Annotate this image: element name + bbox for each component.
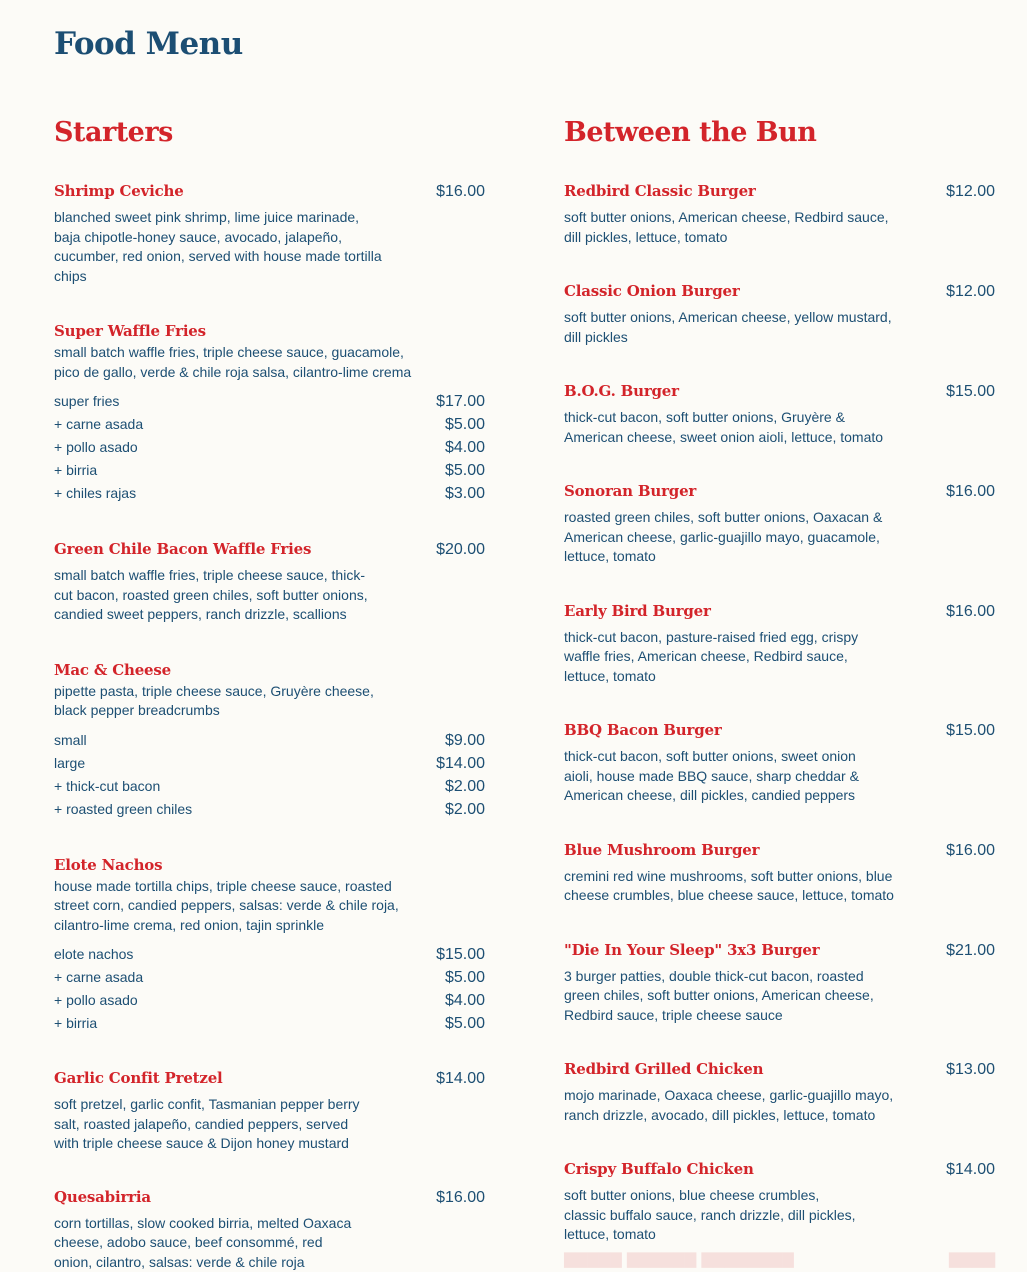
menu-item-super-waffle-fries: [54, 321, 485, 505]
menu-item-garlic-confit-pretzel: [54, 1068, 485, 1154]
item-description: thick-cut bacon, pasture-raised fried egg, crispy waffle fries, American cheese, Redbird sauce, lettuce, tomato: [564, 628, 894, 687]
menu-item-redbird-classic-burger: [564, 181, 995, 247]
option-label: + pollo asado: [54, 989, 138, 1012]
option-row: [54, 413, 485, 436]
option-row: [54, 729, 485, 752]
option-row: [54, 482, 485, 505]
item-price: $15.00: [946, 382, 995, 402]
option-price: $4.00: [445, 436, 485, 459]
menu-item-shrimp-ceviche: [54, 181, 485, 286]
item-name: Crispy Buffalo Chicken: [564, 1159, 754, 1179]
menu-item-mac-and-cheese: [54, 660, 485, 821]
item-name: BBQ Bacon Burger: [564, 720, 722, 740]
section-title-starters: Starters: [54, 116, 485, 150]
item-description: soft pretzel, garlic confit, Tasmanian pepper berry salt, roasted jalapeño, candied peppers, served with triple cheese sauce & Dijon honey mustard: [54, 1095, 374, 1154]
item-name: Super Waffle Fries: [54, 321, 206, 341]
item-description: house made tortilla chips, triple cheese sauce, roasted street corn, candied peppers, salsas: verde & chile roja, cilantro-lime crema, red onion, tajin sprinkle: [54, 877, 422, 936]
section-title-between-the-bun: Between the Bun: [564, 116, 995, 150]
item-options: [54, 943, 485, 1035]
option-label: + thick-cut bacon: [54, 775, 160, 798]
cutoff-price-placeholder: ▇▇▇▇: [949, 1250, 995, 1262]
option-row: [54, 775, 485, 798]
menu-item-redbird-grilled-chicken: [564, 1059, 995, 1125]
menu-item-green-chile-bacon-waffle-fries: [54, 539, 485, 625]
item-options: [54, 390, 485, 505]
item-description: soft butter onions, American cheese, yellow mustard, dill pickles: [564, 308, 899, 347]
item-description: cremini red wine mushrooms, soft butter onions, blue cheese crumbles, blue cheese sauce, lettuce, tomato: [564, 867, 899, 906]
item-description: soft butter onions, blue cheese crumbles, classic buffalo sauce, ranch drizzle, dill pickles, lettuce, tomato: [564, 1186, 864, 1245]
item-description: blanched sweet pink shrimp, lime juice marinade, baja chipotle-honey sauce, avocado, jalapeño, cucumber, red onion, served with house made tortilla chips: [54, 208, 389, 286]
option-price: $5.00: [445, 966, 485, 989]
page-title: Food Menu: [54, 26, 243, 62]
item-description: thick-cut bacon, soft butter onions, sweet onion aioli, house made BBQ sauce, sharp cheddar & American cheese, dill pickles, candied peppers: [564, 747, 864, 806]
item-price: $15.00: [946, 721, 995, 741]
item-options: [54, 729, 485, 821]
option-row: [54, 459, 485, 482]
option-row: [54, 966, 485, 989]
item-name: Sonoran Burger: [564, 481, 696, 501]
option-price: $3.00: [445, 482, 485, 505]
item-price: $16.00: [436, 1188, 485, 1208]
option-row: [54, 752, 485, 775]
item-price: $16.00: [946, 841, 995, 861]
item-description: soft butter onions, American cheese, Redbird sauce, dill pickles, lettuce, tomato: [564, 208, 899, 247]
item-name: Green Chile Bacon Waffle Fries: [54, 539, 311, 559]
item-name: B.O.G. Burger: [564, 381, 679, 401]
item-name: Shrimp Ceviche: [54, 181, 184, 201]
option-label: small: [54, 729, 87, 752]
item-price: $14.00: [436, 1069, 485, 1089]
item-description: pipette pasta, triple cheese sauce, Gruyère cheese, black pepper breadcrumbs: [54, 682, 409, 721]
menu-item-bog-burger: [564, 381, 995, 447]
option-price: $2.00: [445, 798, 485, 821]
item-price: $16.00: [436, 182, 485, 202]
option-label: large: [54, 752, 85, 775]
item-description: roasted green chiles, soft butter onions, Oaxacan & American cheese, garlic-guajillo mayo, guacamole, lettuce, tomato: [564, 508, 884, 567]
option-price: $5.00: [445, 459, 485, 482]
item-price: $13.00: [946, 1060, 995, 1080]
option-price: $4.00: [445, 989, 485, 1012]
option-row: [54, 943, 485, 966]
item-price: $20.00: [436, 540, 485, 560]
item-description: corn tortillas, slow cooked birria, melted Oaxaca cheese, adobo sauce, beef consommé, red onion, cilantro, salsas: verde & chile roja: [54, 1214, 364, 1272]
menu-item-crispy-buffalo-chicken: [564, 1159, 995, 1245]
option-label: + carne asada: [54, 413, 143, 436]
option-row: [54, 798, 485, 821]
item-price: $12.00: [946, 182, 995, 202]
option-price: $2.00: [445, 775, 485, 798]
item-price: $16.00: [946, 602, 995, 622]
option-price: $15.00: [436, 943, 485, 966]
item-price: $12.00: [946, 282, 995, 302]
item-name: Elote Nachos: [54, 855, 162, 875]
item-name: Garlic Confit Pretzel: [54, 1068, 223, 1088]
option-row: [54, 989, 485, 1012]
option-label: super fries: [54, 390, 119, 413]
option-label: + pollo asado: [54, 436, 138, 459]
item-name: Mac & Cheese: [54, 660, 171, 680]
menu-item-die-in-your-sleep-burger: [564, 940, 995, 1026]
item-description: small batch waffle fries, triple cheese sauce, thick-cut bacon, roasted green chiles, soft butter onions, candied sweet peppers, ranch drizzle, scallions: [54, 566, 369, 625]
item-name: Redbird Grilled Chicken: [564, 1059, 763, 1079]
item-name: Classic Onion Burger: [564, 281, 740, 301]
item-name: "Die In Your Sleep" 3x3 Burger: [564, 940, 819, 960]
item-description: mojo marinade, Oaxaca cheese, garlic-guajillo mayo, ranch drizzle, avocado, dill pickles, lettuce, tomato: [564, 1086, 899, 1125]
item-name: Early Bird Burger: [564, 601, 711, 621]
starters-section: [54, 116, 485, 1272]
item-name: Blue Mushroom Burger: [564, 840, 759, 860]
option-label: elote nachos: [54, 943, 133, 966]
burgers-section: [564, 116, 995, 1245]
menu-item-bbq-bacon-burger: [564, 720, 995, 806]
menu-item-blue-mushroom-burger: [564, 840, 995, 906]
option-label: + roasted green chiles: [54, 798, 192, 821]
cutoff-next-item: [564, 1250, 995, 1262]
option-row: [54, 1012, 485, 1035]
menu-item-early-bird-burger: [564, 601, 995, 687]
option-price: $5.00: [445, 1012, 485, 1035]
option-label: + carne asada: [54, 966, 143, 989]
option-row: [54, 390, 485, 413]
item-price: $21.00: [946, 941, 995, 961]
cutoff-name-placeholder: ▇▇▇▇▇ ▇▇▇▇▇▇ ▇▇▇▇▇▇▇▇: [564, 1250, 794, 1262]
item-description: 3 burger patties, double thick-cut bacon, roasted green chiles, soft butter onions, American cheese, Redbird sauce, triple cheese sauce: [564, 967, 874, 1026]
item-price: $16.00: [946, 482, 995, 502]
item-name: Quesabirria: [54, 1187, 151, 1207]
option-label: + birria: [54, 1012, 97, 1035]
menu-item-sonoran-burger: [564, 481, 995, 567]
menu-item-classic-onion-burger: [564, 281, 995, 347]
menu-item-quesabirria: [54, 1187, 485, 1272]
option-price: $14.00: [436, 752, 485, 775]
option-price: $17.00: [436, 390, 485, 413]
option-label: + birria: [54, 459, 97, 482]
menu-item-elote-nachos: [54, 855, 485, 1036]
item-description: thick-cut bacon, soft butter onions, Gruyère & American cheese, sweet onion aioli, lettuce, tomato: [564, 408, 884, 447]
option-label: + chiles rajas: [54, 482, 136, 505]
option-row: [54, 436, 485, 459]
item-name: Redbird Classic Burger: [564, 181, 756, 201]
item-price: $14.00: [946, 1160, 995, 1180]
item-description: small batch waffle fries, triple cheese sauce, guacamole, pico de gallo, verde & chile roja salsa, cilantro-lime crema: [54, 343, 426, 382]
option-price: $9.00: [445, 729, 485, 752]
option-price: $5.00: [445, 413, 485, 436]
